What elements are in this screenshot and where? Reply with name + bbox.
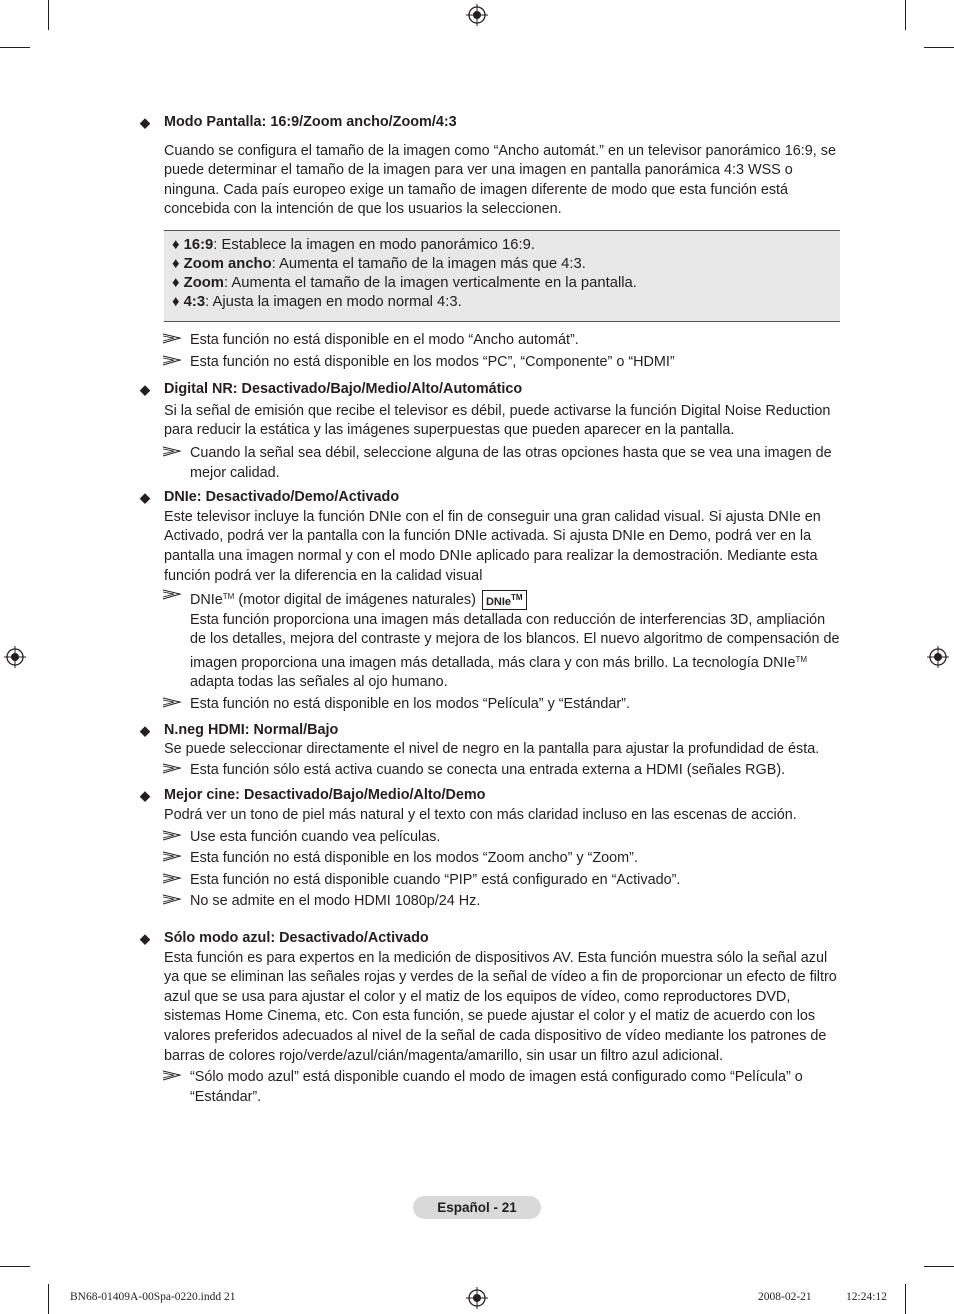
section-solo-modo-azul xyxy=(140,929,840,1107)
option-item: ♦ Zoom: Aumenta el tamaño de la imagen verticalmente en la pantalla. xyxy=(172,274,637,291)
crop-mark xyxy=(905,0,906,30)
section-mejor-cine xyxy=(140,786,840,912)
note: Esta función no está disponible en los modos “PC”, “Componente” o “HDMI” xyxy=(164,353,840,373)
section-modo-pantalla xyxy=(140,113,840,372)
options-box xyxy=(164,230,840,322)
note: Esta función no está disponible en los modos “Película” y “Estándar”. xyxy=(164,695,840,715)
note: No se admite en el modo HDMI 1080p/24 Hz. xyxy=(164,892,840,912)
section-title: ◆ Modo Pantalla: 16:9/Zoom ancho/Zoom/4:3 xyxy=(164,113,840,133)
dnie-body: Esta función proporciona una imagen más detallada con reducción de interferencias 3D, ampliación de los detalles, mejora del contraste y mejora de los blancos. El nuevo algoritmo de compensación de imagen proporciona una imagen más detallada, más clara y con más brillo. La tecnología DNIe™ adapta todas las señales al ojo humano. xyxy=(190,611,840,691)
footer-time: 12:24:12 xyxy=(846,1291,887,1303)
section-paragraph: Se puede seleccionar directamente el nivel de negro en la pantalla para ajustar la profundidad de ésta. xyxy=(164,741,820,758)
registration-mark-icon xyxy=(466,4,488,26)
section-paragraph: Esta función es para expertos en la medición de dispositivos AV. Esta función muestra sólo la señal azul ya que se eliminan las señales rojas y verdes de la señal de vídeo a fin de proporcionar un efecto de filtro azul que se usa para ajustar el color y el matiz de los equipos de vídeo, como reproductores DVD, sistemas Home Cinema, etc. Con esta función, se puede ajustar el color y el matiz de acuerdo con los valores preferidos adecuados al nivel de la señal de cada dispositivo de vídeo mediante los patrones de barras de colores rojo/verde/azul/cián/magenta/amarillo, sin usar un filtro azul adicional. xyxy=(164,949,837,1064)
note-arrow-icon xyxy=(162,851,182,863)
note: Cuando la señal sea débil, seleccione alguna de las otras opciones hasta que se vea una imagen de mejor calidad. xyxy=(164,444,840,483)
section-paragraph: Este televisor incluye la función DNIe con el fin de conseguir una gran calidad visual. Si ajusta DNIe en Activado, podrá ver la pantalla con la función DNIe activada. Si ajusta DNIe en Demo, podrá ver en la pantalla una imagen normal y con el modo DNIe aplicado para realizar la demostración. Mediante esta función podrá ver la diferencia en la calidad visual xyxy=(164,508,821,584)
crop-mark xyxy=(0,47,30,48)
option-item: ♦ Zoom ancho: Aumenta el tamaño de la imagen más que 4:3. xyxy=(172,255,586,272)
dnie-lead: DNIe™ (motor digital de imágenes naturales) DNIe™ xyxy=(190,587,840,611)
note-arrow-icon xyxy=(162,873,182,885)
diamond-bullet-icon: ◆ xyxy=(140,115,150,130)
option-item: ♦ 16:9: Establece la imagen en modo panorámico 16:9. xyxy=(172,236,535,253)
section-title: ◆ Sólo modo azul: Desactivado/Activado xyxy=(164,929,840,949)
note-arrow-icon xyxy=(162,830,182,842)
note-dnie xyxy=(164,587,840,693)
crop-mark xyxy=(924,47,954,48)
registration-mark-icon xyxy=(4,646,26,668)
note-arrow-icon xyxy=(162,1070,182,1082)
dnie-logo: DNIe™ xyxy=(482,590,527,610)
section-paragraph: Si la señal de emisión que recibe el televisor es débil, puede activarse la función Digital Noise Reduction para reducir la estática y las imágenes superpuestas que pueden aparecer en la pantalla. xyxy=(164,402,831,439)
footer-date: 2008-02-21 xyxy=(758,1291,812,1303)
section-paragraph: Podrá ver un tono de piel más natural y el texto con más claridad incluso en las escenas de acción. xyxy=(164,807,797,824)
note-arrow-icon xyxy=(162,894,182,906)
section-paragraph: Cuando se configura el tamaño de la imagen como “Ancho automát.” en un televisor panorámico 16:9, se puede determinar el tamaño de la imagen para ver una imagen en pantalla panorámica 4:3 WSS o ninguna. Cada país europeo exige un tamaño de imagen diferente de modo que esta función está concebida con la intención de que los usuarios la seleccionen. xyxy=(164,142,836,218)
option-item: ♦ 4:3: Ajusta la imagen en modo normal 4:3. xyxy=(172,293,462,310)
page-content xyxy=(140,113,840,1107)
footer-file: BN68-01409A-00Spa-0220.indd 21 xyxy=(70,1291,236,1303)
note-arrow-icon xyxy=(162,697,182,709)
crop-mark xyxy=(924,1266,954,1267)
registration-mark-icon xyxy=(927,646,949,668)
section-title: ◆ Mejor cine: Desactivado/Bajo/Medio/Alto/Demo xyxy=(164,786,840,806)
note: Esta función no está disponible en los modos “Zoom ancho” y “Zoom”. xyxy=(164,849,840,869)
diamond-bullet-icon: ◆ xyxy=(140,788,150,804)
note-arrow-icon xyxy=(162,446,182,458)
registration-mark-icon xyxy=(466,1287,488,1309)
section-title: ◆ N.neg HDMI: Normal/Bajo xyxy=(164,721,840,741)
note: “Sólo modo azul” está disponible cuando el modo de imagen está configurado como “Película” o “Estándar”. xyxy=(164,1068,840,1107)
crop-mark xyxy=(905,1284,906,1314)
note-arrow-icon xyxy=(162,355,182,367)
note: Esta función no está disponible cuando “PIP” está configurado en “Activado”. xyxy=(164,871,840,891)
note-arrow-icon xyxy=(162,763,182,775)
diamond-bullet-icon: ◆ xyxy=(140,722,150,738)
crop-mark xyxy=(48,1284,49,1314)
crop-mark xyxy=(48,0,49,30)
section-dnie xyxy=(140,488,840,715)
diamond-bullet-icon: ◆ xyxy=(140,382,150,398)
note-arrow-icon xyxy=(162,589,182,601)
section-nneg-hdmi xyxy=(140,721,840,781)
page-number-badge: Español - 21 xyxy=(413,1196,541,1219)
note: Esta función sólo está activa cuando se conecta una entrada externa a HDMI (señales RGB). xyxy=(164,761,840,781)
section-digital-nr xyxy=(140,380,840,483)
crop-mark xyxy=(0,1266,30,1267)
diamond-bullet-icon: ◆ xyxy=(140,490,150,506)
note: Esta función no está disponible en el modo “Ancho automát”. xyxy=(164,331,840,351)
note: Use esta función cuando vea películas. xyxy=(164,828,840,848)
diamond-bullet-icon: ◆ xyxy=(140,931,150,946)
section-title: ◆ DNIe: Desactivado/Demo/Activado xyxy=(164,488,840,508)
section-title: ◆ Digital NR: Desactivado/Bajo/Medio/Alto/Automático xyxy=(164,380,840,400)
note-arrow-icon xyxy=(162,333,182,345)
